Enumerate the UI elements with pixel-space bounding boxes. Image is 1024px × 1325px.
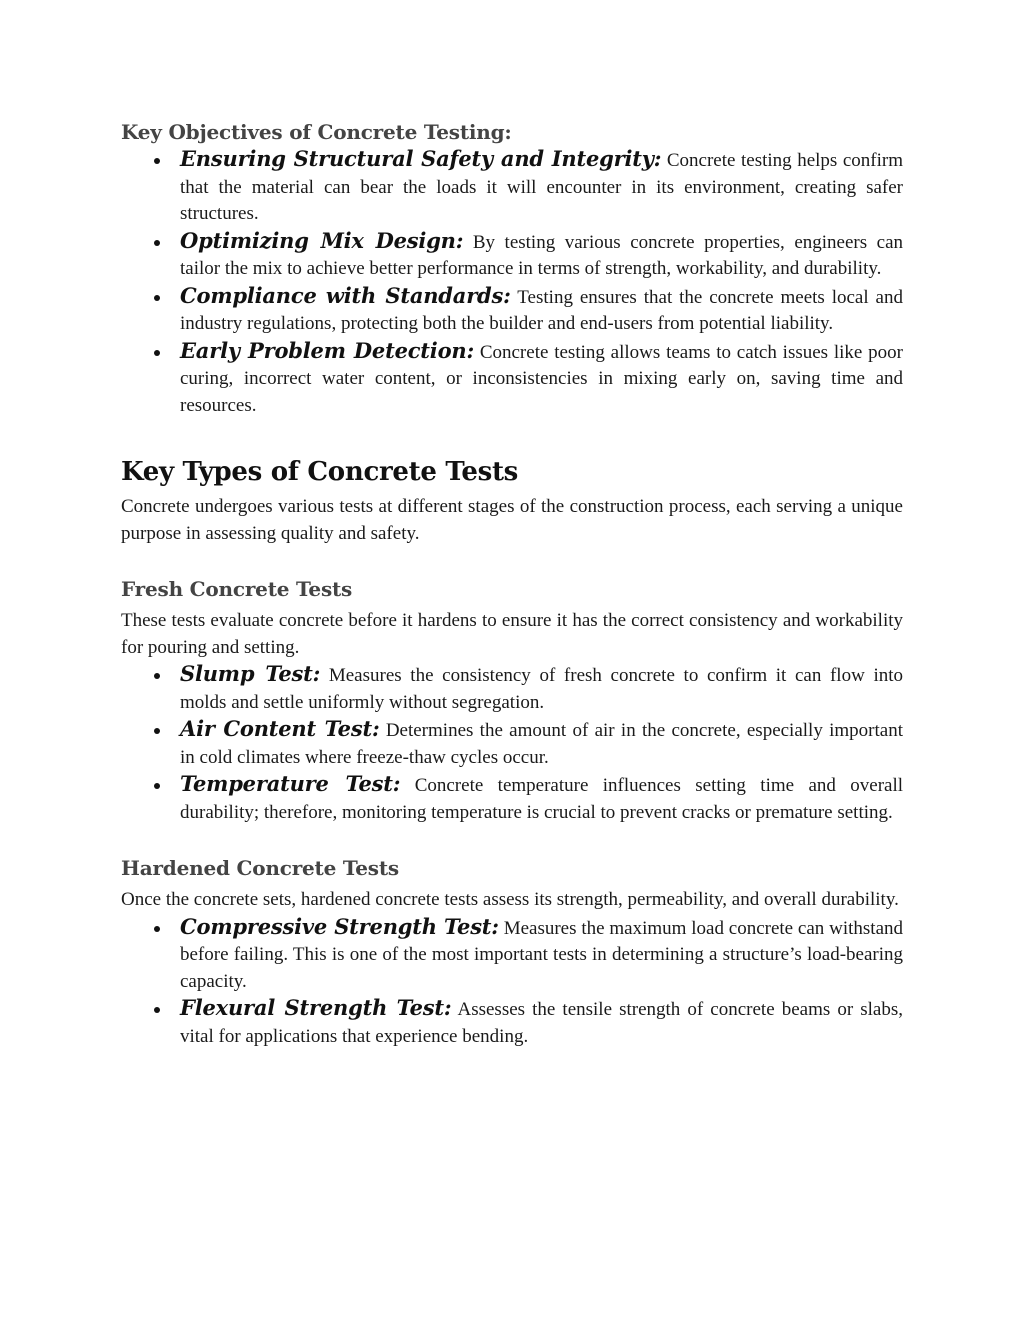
bullet-text: By testing various concrete properties, engineers can tailor the mix to achieve better performance in terms of strength, workability, and durability. <box>180 231 904 279</box>
types-intro: Concrete undergoes various tests at different stages of the construction process, each serving a unique purpose in assessing quality and safety. <box>121 496 903 544</box>
bullet-text: Assesses the tensile strength of concrete beams or slabs, vital for applications that experience bending. <box>180 999 903 1047</box>
bullet-icon <box>154 1007 160 1013</box>
objectives-list <box>121 146 903 419</box>
bullet-term: Flexural Strength Test: <box>180 995 452 1020</box>
bullet-term: Optimizing Mix Design: <box>180 227 464 253</box>
objectives-heading: Key Objectives of Concrete Testing: <box>121 120 512 144</box>
list-item <box>121 283 903 338</box>
list-item <box>121 228 903 283</box>
bullet-icon <box>154 240 160 246</box>
fresh-list <box>121 661 903 826</box>
bullet-term: Compressive Strength Test: <box>180 913 499 939</box>
bullet-text: Testing ensures that the concrete meets local and industry regulations, protecting both the builder and end-users from potential liability. <box>180 286 903 334</box>
list-item <box>121 995 903 1050</box>
bullet-term: Ensuring Structural Safety and Integrity: <box>180 146 662 171</box>
bullet-icon <box>154 350 160 356</box>
list-item <box>121 146 903 228</box>
bullet-text: Concrete testing helps confirm that the material can bear the loads it will encounter in its environment, creating safer structures. <box>180 150 903 224</box>
list-item <box>121 716 903 771</box>
list-item <box>121 338 903 420</box>
bullet-text: Measures the maximum load concrete can withstand before failing. This is one of the most important tests in determining a structure’s load-bearing capacity. <box>180 917 904 992</box>
bullet-text: Concrete temperature influences setting time and overall durability; therefore, monitoring temperature is crucial to prevent cracks or premature setting. <box>180 775 904 823</box>
list-item <box>121 914 903 996</box>
bullet-term: Compliance with Standards: <box>180 282 511 308</box>
types-heading: Key Types of Concrete Tests <box>121 457 519 487</box>
list-item <box>121 771 903 826</box>
bullet-text: Concrete testing allows teams to catch issues like poor curing, incorrect water content, or inconsistencies in mixing early on, saving time and resources. <box>180 341 903 416</box>
bullet-term: Temperature Test: <box>180 771 401 796</box>
bullet-icon <box>154 673 160 679</box>
fresh-intro: These tests evaluate concrete before it hardens to ensure it has the correct consistency and workability for pouring and setting. <box>121 610 903 658</box>
bullet-icon <box>154 728 160 734</box>
list-item <box>121 661 903 716</box>
bullet-text: Measures the consistency of fresh concrete to confirm it can flow into molds and settle uniformly without segregation. <box>180 665 904 713</box>
hardened-intro: Once the concrete sets, hardened concrete tests assess its strength, permeability, and overall durability. <box>121 889 899 910</box>
bullet-icon <box>154 295 160 301</box>
hardened-heading: Hardened Concrete Tests <box>121 856 399 880</box>
bullet-icon <box>154 158 160 164</box>
bullet-term: Air Content Test: <box>180 716 380 741</box>
bullet-icon <box>154 926 160 932</box>
bullet-text: Determines the amount of air in the concrete, especially important in cold climates where freeze-thaw cycles occur. <box>180 720 903 768</box>
bullet-term: Slump Test: <box>180 661 321 686</box>
hardened-list <box>121 914 903 1051</box>
document-page <box>121 118 903 1050</box>
bullet-icon <box>154 783 160 789</box>
bullet-term: Early Problem Detection: <box>180 337 475 363</box>
fresh-heading: Fresh Concrete Tests <box>121 577 353 601</box>
